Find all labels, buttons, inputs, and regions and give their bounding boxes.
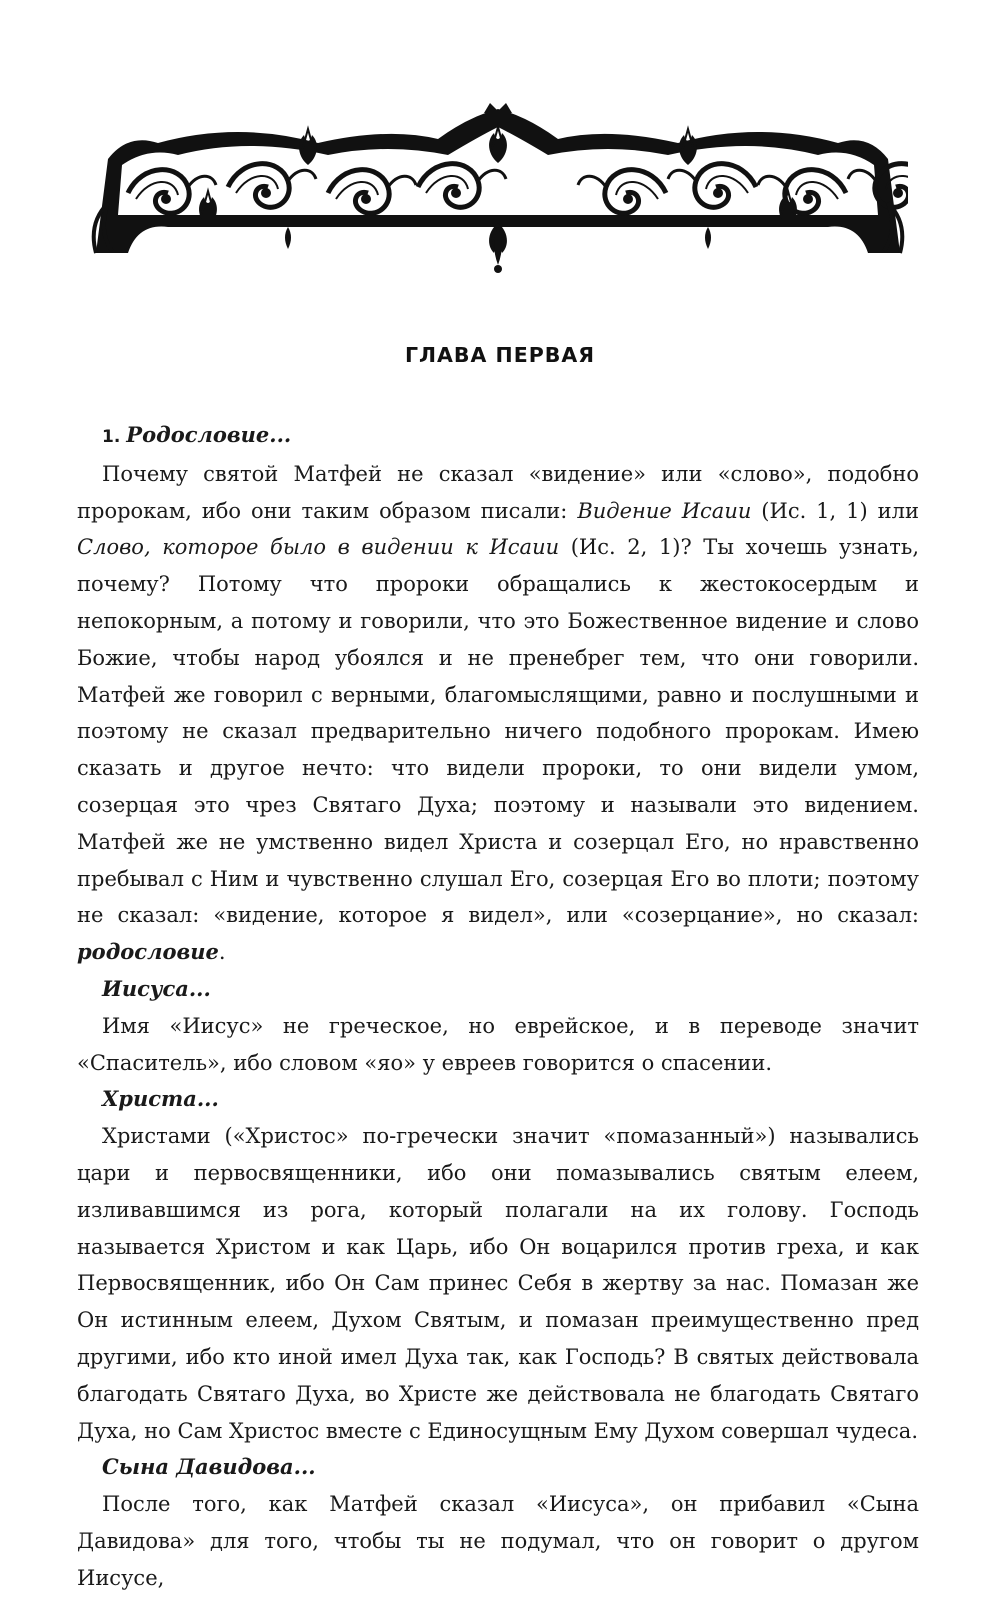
body-text <box>77 417 919 1597</box>
verse-heading <box>77 417 919 456</box>
subheading-son-of-david: Сына Давидова... <box>102 1454 316 1480</box>
emphasis-genealogy: родословие <box>77 939 219 965</box>
text-run: (Ис. 1, 1) или <box>751 498 919 523</box>
chapter-title: ГЛАВА ПЕРВАЯ <box>404 343 596 367</box>
paragraph-genealogy <box>77 456 919 971</box>
text-run: . <box>218 940 226 965</box>
paragraph-christ: Христами («Христос» по-гречески значит «помазанный») назывались цари и первосвященники, ибо они помазывались святым елеем, изливавшимся из рога, который полагали на их голову. Господь называется Христом и как Царь, ибо Он воцарился против греха, и как Первосвященник, ибо Он Сам принес Себя в жертву за нас. Помазан же Он истинным елеем, Духом Святым, и помазан преимущественно пред другими, ибо кто иной имел Духа так, как Господь? В святых действовала благодать Святаго Духа, во Христе же действовала не благодать Святаго Духа, но Сам Христос вместе с Единосущным Ему Духом совершал чудеса. <box>77 1124 919 1443</box>
subheading-jesus: Иисуса... <box>102 975 211 1001</box>
ornamental-header-band <box>88 103 908 273</box>
subheading-christ: Христа... <box>102 1086 219 1112</box>
text-run: (Ис. 2, 1)? Ты хочешь узнать, почему? Потому что пророки обращались к жестокосердым и непокорным, а потому и говорили, что это Божественное видение и слово Божие, чтобы народ убоялся и не пренебрег тем, что они говорили. Матфей же говорил с верными, благомыслящими, равно и послушными и поэтому не сказал предварительно ничего подобного пророкам. Имею сказать и другое нечто: что видели пророки, то они видели умом, созерцая это чрез Святаго Духа; поэтому и называли это видением. Матфей же не умственно видел Христа и созерцал Его, но нравственно пребывал с Ним и чувственно слушал Его, созерцая Его во плоти; поэтому не сказал: «видение, которое я видел», или «созерцание», но сказал: <box>77 535 920 928</box>
verse-heading-text: Родословие... <box>126 422 292 447</box>
quote-isaiah-1: Видение Исаии <box>577 498 752 523</box>
quote-isaiah-2: Слово, которое было в видении к Исаии <box>77 535 560 560</box>
verse-number: 1. <box>102 427 121 447</box>
paragraph-son-of-david: После того, как Матфей сказал «Иисуса», он прибавил «Сына Давидова» для того, чтобы ты не подумал, что он говорит о другом Иисусе, <box>77 1492 919 1590</box>
text-run: Почему святой Матфей не сказал «видение» или «слово», подобно пророкам, ибо они таким образом писали: <box>77 461 919 523</box>
paragraph-jesus: Имя «Иисус» не греческое, но еврейское, и в переводе значит «Спаситель», ибо словом «яо» у евреев говорится о спасении. <box>77 1013 919 1075</box>
